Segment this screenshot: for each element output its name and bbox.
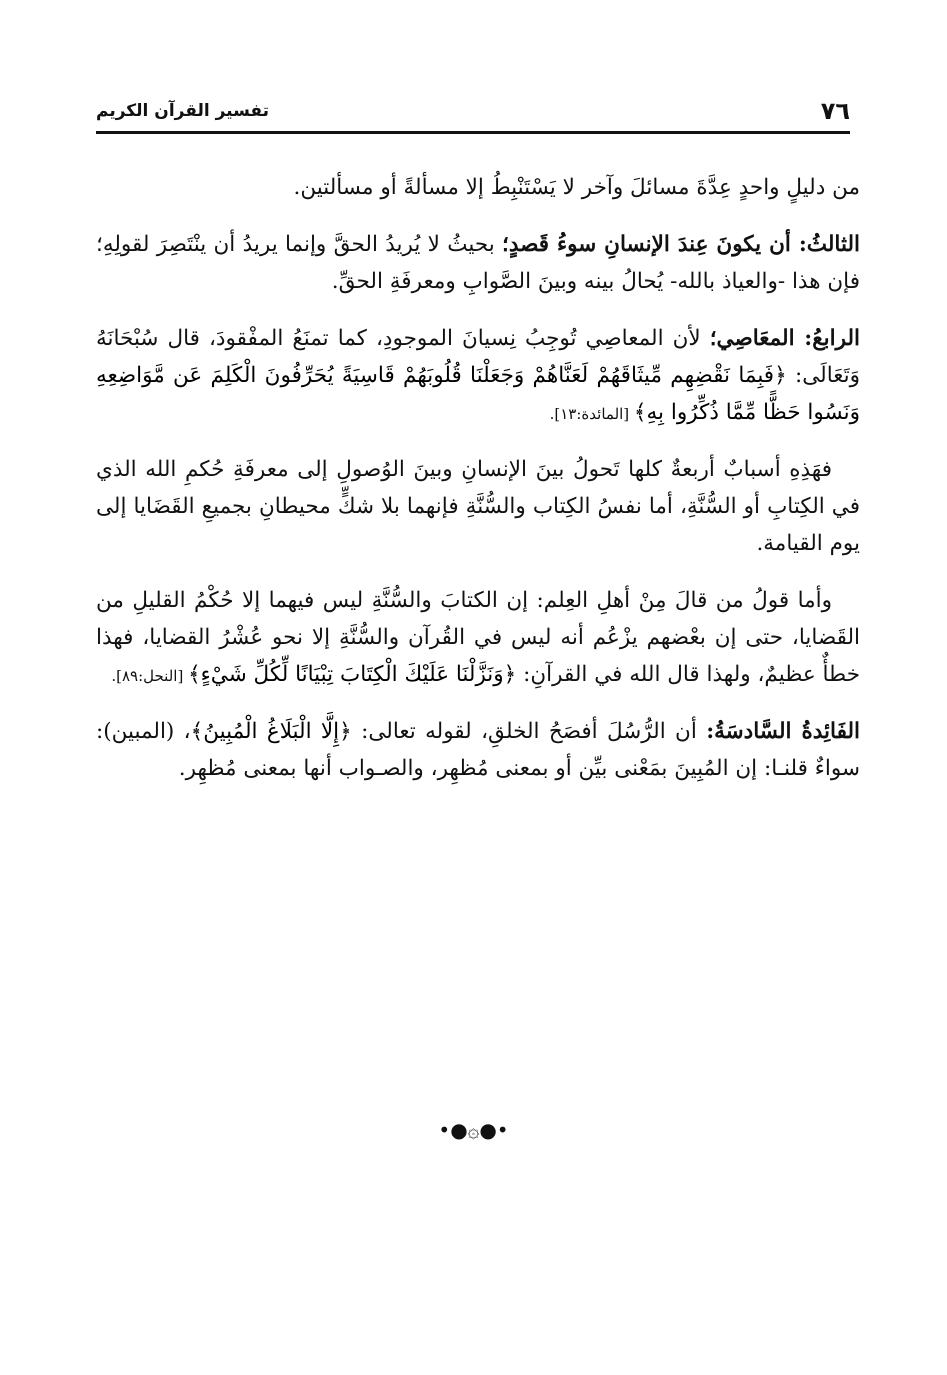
page-number: ٧٦ (820, 97, 850, 125)
quran-verse-maidah: ﴿فَبِمَا نَقْضِهِم مِّيثَاقَهُمْ لَعَنَّاهُمْ وَجَعَلْنَا قُلُوبَهُمْ قَاسِيَةً يُحَرِّفُونَ الْكَلِمَ عَن مَّوَاضِعِهِ وَنَسُوا حَظًّا مِّمَّا ذُكِّرُوا بِهِ﴾ (96, 362, 860, 425)
sixth-benefit-text: أن الرُّسُلَ أفصَحُ الخلقِ، لقوله تعالى: (351, 718, 707, 744)
paragraph-fourth-reason (96, 321, 860, 432)
paragraph-scholar-opinion (96, 583, 860, 694)
fourth-reason-text: لأن المعاصِي تُوجِبُ نِسيانَ الموجودِ، كما تمنَعُ المفْقودَ، قال سُبْحَانَهُ وَتَعَالَى: (96, 325, 860, 388)
quran-verse-balagh: ﴿إِلَّا الْبَلَاغُ الْمُبِينُ﴾ (190, 718, 352, 744)
paragraph-1 (96, 170, 860, 207)
paragraph-sixth-benefit (96, 714, 860, 788)
sixth-benefit-label: الفَائِدةُ السَّادسَةُ: (706, 718, 860, 744)
third-reason-text: بحيثُ لا يُريدُ الحقَّ وإنما يريدُ أن ينْتَصِرَ لقولِهِ؛ فإن هذا -والعياذ بالله- يُحالُ بينه وبينَ الصَّوابِ ومعرفَةِ الحقِّ. (96, 231, 860, 294)
paragraph-1-text: من دليلٍ واحدٍ عِدَّةَ مسائلَ وآخر لا يَسْتَنْبِطُ إلا مسألةً أو مسألتين. (293, 175, 860, 200)
running-title: تفسير القرآن الكريم (96, 101, 270, 121)
third-reason-heading: أن يكونَ عِندَ الإنسانِ سوءُ قَصدٍ؛ (501, 231, 799, 257)
header-rule (96, 131, 850, 134)
scholar-opinion-text: وأما قولُ من قالَ مِنْ أهلِ العِلم: إن الكتابَ والسُّنَّةِ ليس فيهما إلا حُكْمُ القليلِ من القَضايا، حتى إن بعْضهم يزْعُم أنه ليس في القُرآن والسُّنَّةِ إلا نحو عُشْرُ القضايا، فهذا خطأٌ عظيمٌ، ولهذا قال الله في القرآنِ: (96, 587, 860, 687)
sixth-benefit-rest: ، (المبين): سواءٌ قلنـا: إن المُبِينَ بمَعْنى بيِّن أو بمعنى مُظهِر، والصـواب أنها بمعنى مُظهِر. (96, 718, 860, 781)
section-end-ornament: •●۞●• (438, 1118, 509, 1142)
verse-reference-maidah: [المائدة:١٣]. (549, 404, 634, 423)
third-reason-label: الثالثُ: (798, 231, 860, 257)
summary-text: فهَذِهِ أسبابٌ أربعةٌ كلها تَحولُ بينَ الإنسانِ وبينَ الوُصولِ إلى معرفَةِ حُكمِ الله الذي في الكِتابِ أو السُّنَّةِ، أما نفسُ الكِتاب والسُّنَّةِ فإنهما بلا شكٍّ محيطانِ بجميعِ القَضَايا إلى يوم القيامة. (96, 456, 860, 556)
paragraph-third-reason (96, 227, 860, 301)
page-header (96, 96, 850, 134)
fourth-reason-label: الرابعُ: المعَاصِي؛ (709, 325, 860, 351)
page-body (96, 170, 860, 808)
paragraph-four-reasons-summary (96, 452, 860, 563)
verse-reference-nahl: [النحل:٨٩]. (111, 666, 189, 685)
quran-verse-nahl: ﴿وَنَزَّلْنَا عَلَيْكَ الْكِتَابَ تِبْيَانًا لِّكُلِّ شَيْءٍ﴾ (188, 661, 517, 687)
